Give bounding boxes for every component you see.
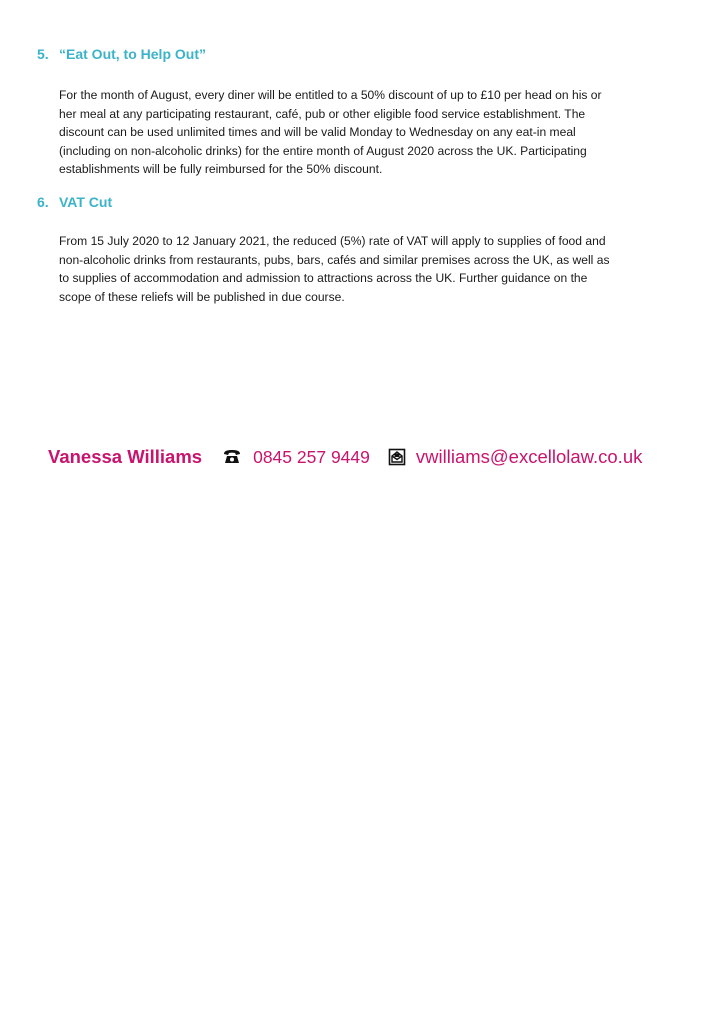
section-title: “Eat Out, to Help Out” [59,46,206,62]
section-number: 5. [37,46,49,62]
contact-email[interactable]: vwilliams@excellolaw.co.uk [415,446,643,467]
paragraph-line: From 15 July 2020 to 12 January 2021, the reduced (5%) rate of VAT will apply to supplies of food and [59,234,606,248]
contact-phone[interactable]: 0845 257 9449 [253,446,370,467]
section-number: 6. [37,194,49,210]
section-heading [37,46,206,62]
paragraph-line: scope of these reliefs will be published in due course. [59,289,345,304]
paragraph-line: to supplies of accommodation and admission to attractions across the UK. Further guidance on the [59,271,588,285]
section-paragraph [59,86,669,179]
section-heading [37,194,112,210]
paragraph-line: establishments will be fully reimbursed for the 50% discount. [59,162,383,176]
contact-bar [48,446,642,468]
section-title: VAT Cut [59,194,113,210]
contact-name: Vanessa Williams [48,446,203,467]
paragraph-line: For the month of August, every diner will be entitled to a 50% discount of up to £10 per head on his or [59,88,602,102]
section-paragraph [59,232,669,306]
telephone-icon [223,449,241,465]
paragraph-line: non-alcoholic drinks from restaurants, pubs, bars, cafés and similar premises across the UK, as well as [59,252,610,267]
envelope-icon [388,448,406,466]
paragraph-line: (including on non-alcoholic drinks) for the entire month of August 2020 across the UK. Participating [59,143,587,158]
paragraph-line: her meal at any participating restaurant, café, pub or other eligible food service establishment. The [59,106,586,121]
paragraph-line: discount can be used unlimited times and will be valid Monday to Wednesday on any eat-in meal [59,125,576,139]
